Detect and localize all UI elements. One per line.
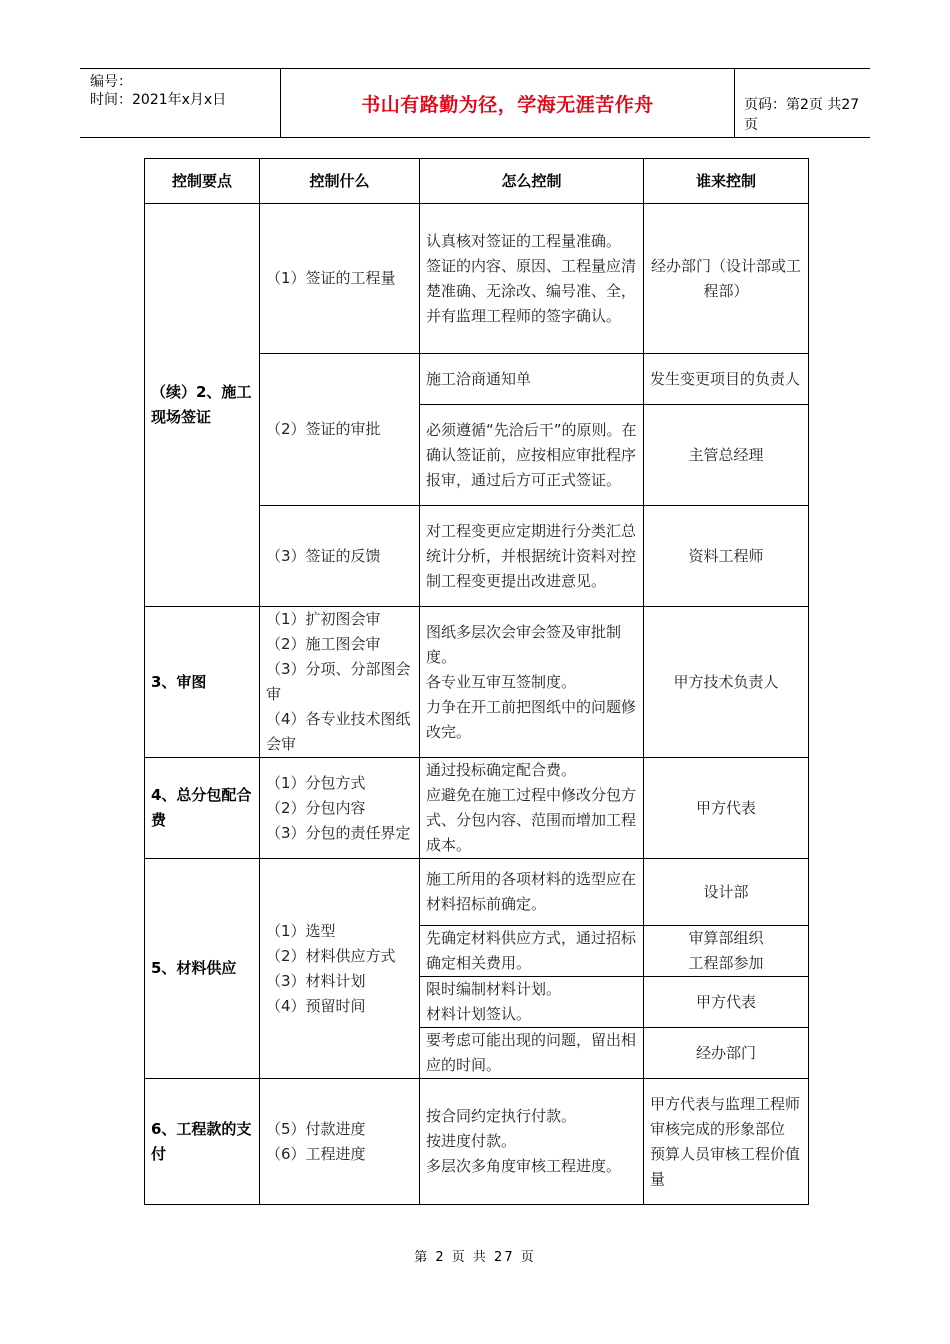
header-page-info: 页码：第2页 共27页	[744, 97, 860, 133]
who-line: 审算部组织	[688, 929, 764, 947]
table-header-row	[145, 159, 809, 204]
control-point-cell: （续）2、施工现场签证	[145, 204, 260, 607]
how-line: 各专业互审互签制度。	[426, 672, 577, 691]
how-line: 材料计划签认。	[426, 1005, 532, 1023]
control-how-cell: 要考虑可能出现的问题，留出相应的时间。	[420, 1028, 644, 1079]
control-what-cell	[260, 859, 420, 1079]
control-how-cell	[420, 1079, 644, 1205]
control-how-cell	[420, 607, 644, 758]
how-line: 力争在开工前把图纸中的问题修改完。	[426, 697, 637, 741]
what-line: （3）分包的责任界定	[266, 823, 411, 842]
control-how-cell: 必须遵循“先洽后干”的原则。在确认签证前，应按相应审批程序报审，通过后方可正式签证。	[420, 405, 644, 506]
what-line: （6）工程进度	[266, 1144, 366, 1163]
column-header: 控制要点	[145, 159, 260, 204]
control-who-cell: 甲方代表	[644, 758, 809, 859]
what-line: （4）各专业技术图纸会审	[266, 710, 411, 753]
header-divider	[734, 69, 735, 137]
control-who-cell: 主管总经理	[644, 405, 809, 506]
control-who-cell	[644, 1079, 809, 1205]
control-who-cell: 经办部门（设计部或工程部）	[644, 204, 809, 354]
who-line: 预算人员审核工程价值量	[650, 1144, 801, 1188]
control-how-cell	[420, 204, 644, 354]
serial-label: 编号：	[90, 74, 132, 90]
control-what-cell	[260, 1079, 420, 1205]
what-line: （2）材料供应方式	[266, 946, 396, 965]
control-point-cell: 4、总分包配合费	[145, 758, 260, 859]
what-line: （2）分包内容	[266, 798, 366, 817]
how-line: 图纸多层次会审会签及审批制度。	[426, 622, 622, 666]
how-line: 按合同约定执行付款。	[426, 1107, 577, 1125]
control-point-cell: 3、审图	[145, 607, 260, 758]
control-point-cell: 6、工程款的支付	[145, 1079, 260, 1205]
control-who-cell: 发生变更项目的负责人	[644, 354, 809, 405]
control-what-cell: （1）签证的工程量	[260, 204, 420, 354]
how-line: 通过投标确定配合费。	[426, 761, 577, 779]
header-meta	[80, 69, 280, 137]
who-line: 工程部参加	[688, 954, 764, 972]
what-line: （3）分项、分部图会审	[266, 660, 411, 703]
control-who-cell: 甲方代表	[644, 977, 809, 1028]
page-footer: 第 2 页 共 27 页	[414, 1250, 536, 1265]
column-header: 控制什么	[260, 159, 420, 204]
column-header: 怎么控制	[420, 159, 644, 204]
control-what-cell	[260, 607, 420, 758]
control-how-cell: 施工洽商通知单	[420, 354, 644, 405]
what-line: （2）施工图会审	[266, 635, 381, 653]
header-motto: 书山有路勤为径，学海无涯苦作舟	[361, 93, 654, 116]
control-who-cell: 资料工程师	[644, 506, 809, 607]
table-row	[145, 859, 809, 926]
control-how-cell: 施工所用的各项材料的选型应在材料招标前确定。	[420, 859, 644, 926]
control-how-cell: 对工程变更应定期进行分类汇总统计分析，并根据统计资料对控制工程变更提出改进意见。	[420, 506, 644, 607]
control-who-cell: 设计部	[644, 859, 809, 926]
column-header: 谁来控制	[644, 159, 809, 204]
control-who-cell: 经办部门	[644, 1028, 809, 1079]
control-how-cell	[420, 977, 644, 1028]
control-what-cell: （2）签证的审批	[260, 354, 420, 506]
what-line: （1）扩初图会审	[266, 610, 381, 628]
how-line: 应避免在施工过程中修改分包方式、分包内容、范围而增加工程成本。	[426, 786, 637, 854]
time-label: 时间：2021年x月x日	[90, 92, 227, 108]
control-who-cell: 甲方技术负责人	[644, 607, 809, 758]
page-header	[80, 68, 870, 138]
how-line: 多层次多角度审核工程进度。	[426, 1157, 622, 1175]
how-line: 按进度付款。	[426, 1132, 517, 1150]
what-line: （1）分包方式	[266, 773, 366, 792]
control-what-cell	[260, 758, 420, 859]
what-line: （4）预留时间	[266, 996, 366, 1015]
control-what-cell: （3）签证的反馈	[260, 506, 420, 607]
control-how-cell	[420, 758, 644, 859]
how-line: 签证的内容、原因、工程量应清楚准确、无涂改、编号准、全，并有监理工程师的签字确认。	[426, 256, 637, 325]
table-row	[145, 204, 809, 354]
how-line: 认真核对签证的工程量准确。	[426, 231, 622, 250]
how-line: 限时编制材料计划。	[426, 980, 562, 998]
table-row	[145, 758, 809, 859]
table-row	[145, 607, 809, 758]
what-line: （1）选型	[266, 921, 336, 940]
who-line: 甲方代表与监理工程师审核完成的形象部位	[650, 1094, 801, 1138]
control-how-cell: 先确定材料供应方式，通过招标确定相关费用。	[420, 926, 644, 977]
control-who-cell	[644, 926, 809, 977]
table-row	[145, 1079, 809, 1205]
what-line: （3）材料计划	[266, 971, 366, 990]
control-point-cell: 5、材料供应	[145, 859, 260, 1079]
control-table	[144, 158, 809, 1205]
what-line: （5）付款进度	[266, 1119, 366, 1138]
